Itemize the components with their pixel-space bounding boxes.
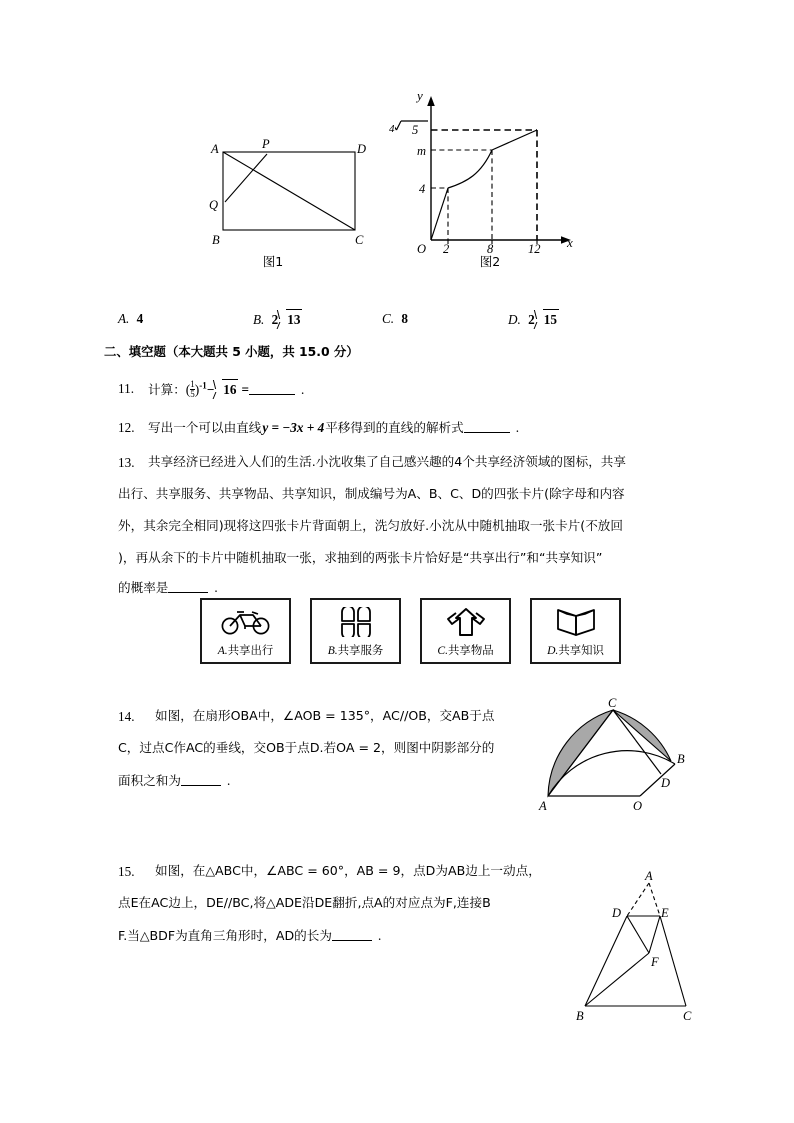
figure-q15-label-E: E (661, 906, 669, 920)
question-15-line-2: 点E在AC边上，DE//BC,将△ADE沿DE翻折,点A的对应点为F,连接B (118, 895, 491, 910)
question-13-line-1: 共享经济已经进入人们的生活.小沈收集了自己感兴趣的4个共享经济领域的图标，共享 (148, 454, 626, 469)
question-14-line-2: C，过点C作AC的垂线，交OB于点D.若OA = 2，则图中阴影部分的 (118, 740, 495, 755)
figure-question-15-triangle (552, 858, 717, 1023)
question-12-answer-blank[interactable] (464, 419, 510, 433)
question-14-answer-blank[interactable] (181, 772, 221, 786)
question-15-line-3-text: F.当△BDF为直角三角形时，AD的长为 (118, 928, 332, 943)
bicycle-icon (202, 605, 289, 638)
card-b-text: 共享服务 (337, 643, 384, 657)
figure-q15-label-B: B (576, 1009, 584, 1023)
card-d-text: 共享知识 (558, 643, 604, 657)
question-11-fraction-numerator: 1 (190, 379, 195, 390)
figure-2-ytick-top-coefficient: 4 (389, 123, 395, 135)
figure-2-xtick-2: 2 (443, 242, 450, 256)
choice-b-coefficient: 2 (271, 312, 279, 327)
question-13-number: 13. (118, 455, 135, 470)
card-c-shared-goods[interactable] (420, 598, 511, 664)
four-petal-icon-svg (339, 607, 373, 637)
card-c-text: 共享物品 (448, 643, 494, 657)
question-14-line-1: 如图，在扇形OBA中，∠AOB = 135°，AC//OB，交AB于点 (155, 708, 495, 723)
figure-q14-label-D: D (661, 776, 671, 790)
choice-c-label: C. (382, 311, 395, 326)
figure-q14-label-B: B (677, 752, 685, 766)
choice-d-label: D. (508, 312, 521, 327)
question-11-minus: − (206, 382, 215, 397)
choice-a-value: 4 (136, 311, 144, 326)
question-15-answer-blank[interactable] (332, 927, 372, 941)
question-13-line-4: )，再从余下的卡片中随机抽取一张，求抽到的两张卡片恰好是“共享出行”和“共享知识” (118, 550, 603, 565)
tshirt-icon (422, 605, 509, 638)
choice-d-radical (535, 309, 559, 330)
choice-a[interactable] (118, 309, 143, 329)
choice-d-coefficient: 2 (528, 312, 535, 327)
card-c-letter: C. (437, 644, 449, 657)
figure-2-ytick-m: m (417, 144, 427, 158)
choice-a-label: A. (118, 311, 130, 326)
figure-q15-label-A: A (645, 869, 653, 883)
figure-question-14-sector (525, 698, 695, 818)
question-13-line-3: 外，其余完全相同)现将这四张卡片背面朝上，洗匀放好.小沈从中随机抽取一张卡片(不放回 (118, 518, 623, 533)
figure-q15-label-D: D (612, 906, 622, 920)
question-11-body: 计算：( $\frac{1}{5}$ )$^{-1}$− 16 = . (148, 379, 305, 400)
question-14-period: . (226, 773, 231, 788)
choice-b-label: B. (253, 312, 265, 327)
figure-1-svg (205, 130, 375, 250)
question-11-radical (214, 379, 238, 400)
figure-1-rectangle (205, 130, 375, 250)
choice-b-radicand: 13 (286, 309, 302, 330)
figure-1-label-P: P (262, 137, 270, 151)
question-13-period: . (214, 580, 218, 595)
card-b-shared-service[interactable] (310, 598, 401, 664)
figure-2-x-axis-label: x (567, 235, 573, 250)
figure-1-label-D: D (357, 142, 367, 156)
question-13-line-5-text: 的概率是 (118, 580, 169, 595)
card-a-shared-travel[interactable] (200, 598, 291, 664)
choice-c[interactable] (382, 309, 408, 329)
figure-q14-label-C: C (608, 696, 617, 710)
choice-b[interactable] (253, 309, 302, 330)
card-d-letter: D. (547, 644, 559, 657)
card-d-shared-knowledge[interactable] (530, 598, 621, 664)
bicycle-icon-svg (220, 608, 272, 635)
figure-q15-label-C: C (683, 1009, 692, 1023)
figure-2-ytick-4: 4 (419, 182, 426, 196)
question-14-line-3-text: 面积之和为 (118, 773, 181, 788)
question-12-period: . (515, 420, 520, 435)
figure-q15-label-F: F (651, 955, 659, 969)
question-11-answer-blank[interactable] (249, 381, 295, 395)
question-14-number: 14. (118, 709, 135, 724)
open-book-icon-svg (554, 607, 598, 637)
question-11-exponent: -1 (199, 380, 207, 391)
open-book-icon (532, 605, 619, 638)
card-a-letter: A. (217, 644, 228, 657)
question-11-prefix: 计算： (148, 382, 186, 397)
question-13-line-5 (118, 578, 218, 598)
card-b-label (312, 642, 399, 658)
question-11-fraction-denominator: 5 (190, 389, 195, 400)
section-heading: 二、填空题（本大题共 5 小题，共 15.0 分） (104, 344, 359, 359)
question-14-line-3 (118, 771, 230, 791)
figure-2-svg (395, 88, 580, 253)
question-11-number: 11. (118, 381, 134, 396)
figure-q15-svg (552, 858, 717, 1023)
choice-d[interactable] (508, 309, 559, 330)
question-11-equals: = (241, 382, 249, 397)
question-13-card-row (200, 598, 620, 672)
question-15-line-3 (118, 926, 381, 946)
question-15-line-1: 如图，在△ABC中，∠ABC = 60°，AB = 9，点D为AB边上一动点， (155, 863, 541, 878)
question-12-text-after: 平移得到的直线的解析式 (325, 420, 464, 435)
question-12-text-before: 写出一个可以由直线 (148, 420, 262, 435)
figure-1-label-C: C (355, 233, 364, 247)
figure-2-origin-label: O (417, 242, 427, 256)
figure-2-caption: 图2 (479, 254, 501, 269)
choice-d-radicand: 15 (543, 309, 559, 330)
figure-1-label-Q: Q (209, 198, 219, 212)
figure-2-ytick-top-radicand: 5 (412, 123, 419, 137)
figure-1-caption: 图1 (262, 254, 284, 269)
figure-2-graph (389, 88, 580, 256)
question-11-fraction (190, 380, 195, 399)
question-11-radicand: 16 (222, 379, 238, 400)
figure-2-xtick-8: 8 (487, 242, 494, 256)
figure-q14-label-O: O (633, 799, 643, 813)
question-12-equation: y = −3x + 4 (262, 420, 325, 435)
question-15-number: 15. (118, 864, 135, 879)
figure-2-y-axis-label: y (417, 88, 423, 103)
question-11-period: . (301, 382, 305, 397)
card-c-label (422, 642, 509, 658)
question-15-period: . (377, 928, 382, 943)
question-13-line-2: 出行、共享服务、共享物品、共享知识，制成编号为A、B、C、D的四张卡片(除字母和内容 (118, 486, 625, 501)
question-12-body (148, 418, 519, 438)
card-a-label (202, 642, 289, 658)
figure-q14-label-A: A (539, 799, 547, 813)
four-petal-icon (312, 605, 399, 638)
card-a-text: 共享出行 (227, 643, 274, 657)
choice-c-value: 8 (401, 311, 408, 326)
card-d-label (532, 642, 619, 658)
figure-q14-svg (525, 698, 695, 818)
card-b-letter: B. (327, 644, 338, 657)
figure-1-label-B: B (212, 233, 220, 247)
figure-1-label-A: A (211, 142, 219, 156)
choice-b-radical (278, 309, 302, 330)
question-12-number: 12. (118, 420, 135, 435)
question-13-answer-blank[interactable] (168, 579, 208, 593)
figure-2-xtick-12: 12 (528, 242, 541, 256)
tshirt-icon-svg (445, 607, 487, 637)
